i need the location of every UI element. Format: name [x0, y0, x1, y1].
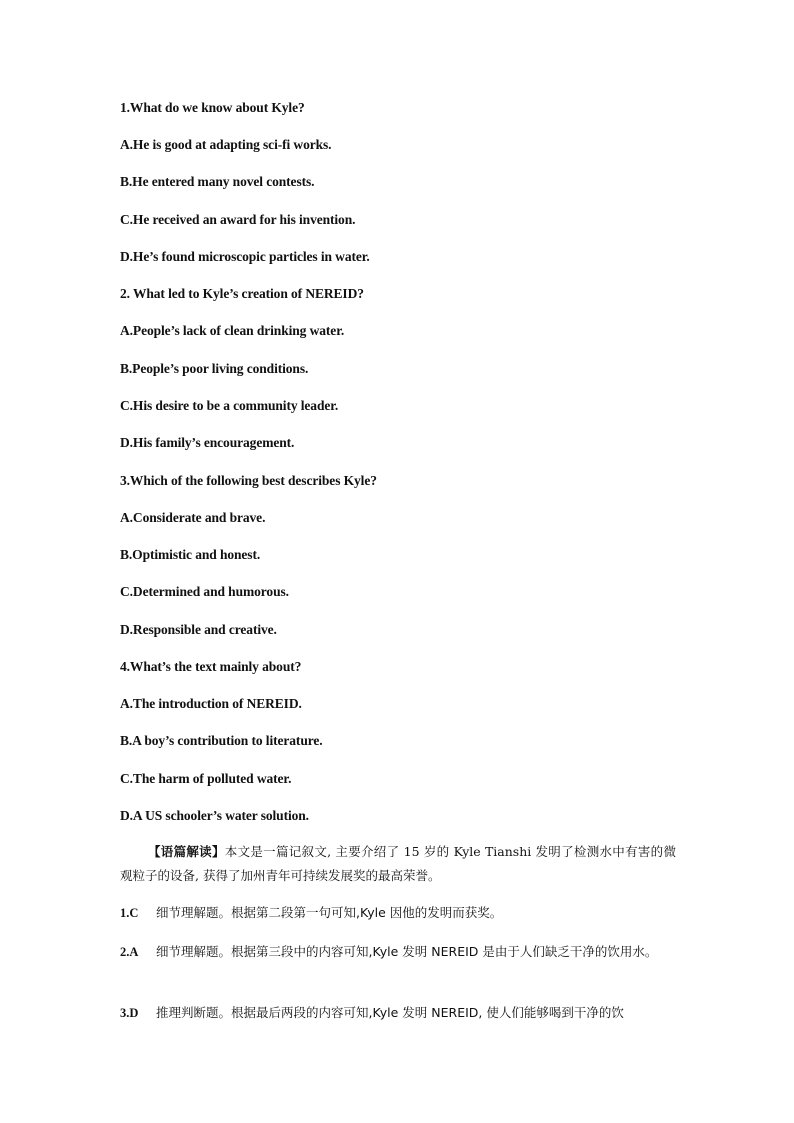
question-2-option-c: C.His desire to be a community leader. [120, 398, 339, 413]
question-1-option-a: A.He is good at adapting sci-fi works. [120, 137, 332, 152]
question-2-stem: 2. What led to Kyle’s creation of NEREID? [120, 286, 364, 301]
answer-3-text: 推理判断题。根据最后两段的内容可知,Kyle 发明 NEREID, 使人们能够喝到干净的饮 [156, 1005, 624, 1020]
answer-1-key: 1.C [120, 906, 139, 920]
question-1-option-c: C.He received an award for his invention. [120, 212, 356, 227]
answer-2-text: 细节理解题。根据第三段中的内容可知,Kyle 发明 NEREID 是由于人们缺乏干净的饮用水。 [156, 944, 658, 959]
question-2-option-a: A.People’s lack of clean drinking water. [120, 323, 345, 338]
question-1-stem: 1.What do we know about Kyle? [120, 100, 305, 115]
question-1-option-d: D.He’s found microscopic particles in water. [120, 249, 370, 264]
answer-1 [120, 901, 676, 925]
question-2-option-b: B.People’s poor living conditions. [120, 361, 309, 376]
analysis-label: 【语篇解读】 [148, 844, 225, 859]
question-3-option-d: D.Responsible and creative. [120, 622, 277, 637]
question-1-option-b: B.He entered many novel contests. [120, 174, 315, 189]
question-4-option-b: B.A boy’s contribution to literature. [120, 733, 323, 748]
analysis-text: 本文是一篇记叙文, 主要介绍了 15 岁的 Kyle Tianshi 发明了检测水中有害的微观粒子的设备, 获得了加州青年可持续发展奖的最高荣誉。 [120, 844, 676, 883]
question-3-option-b: B.Optimistic and honest. [120, 547, 261, 562]
question-4-option-d: D.A US schooler’s water solution. [120, 808, 309, 823]
question-4-option-a: A.The introduction of NEREID. [120, 696, 302, 711]
passage-analysis [120, 840, 676, 888]
answer-3 [120, 1001, 676, 1025]
answer-2-key: 2.A [120, 945, 139, 959]
answer-3-key: 3.D [120, 1006, 139, 1020]
question-4-stem: 4.What’s the text mainly about? [120, 659, 302, 674]
answer-1-text: 细节理解题。根据第二段第一句可知,Kyle 因他的发明而获奖。 [156, 905, 503, 920]
question-2-option-d: D.His family’s encouragement. [120, 435, 295, 450]
question-4-option-c: C.The harm of polluted water. [120, 771, 292, 786]
question-3-option-c: C.Determined and humorous. [120, 584, 289, 599]
question-3-stem: 3.Which of the following best describes Kyle? [120, 473, 377, 488]
answer-2 [120, 940, 676, 964]
question-3-option-a: A.Considerate and brave. [120, 510, 266, 525]
